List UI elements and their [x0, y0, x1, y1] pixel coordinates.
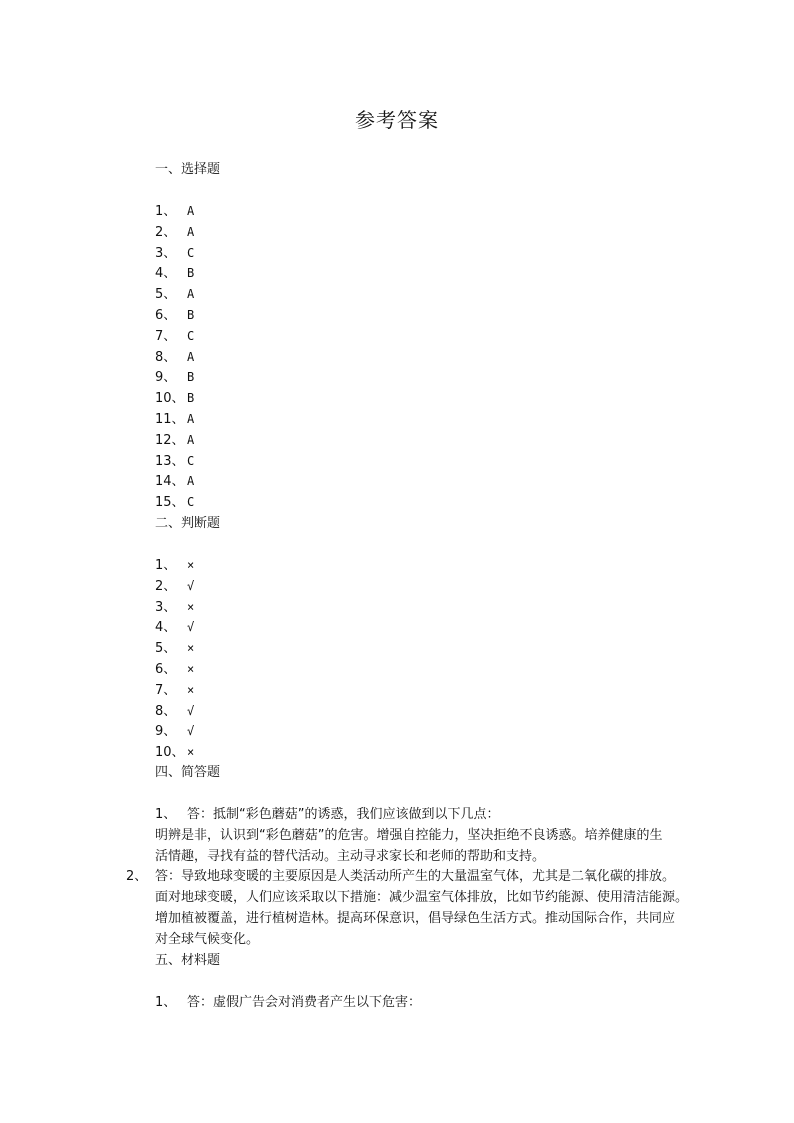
short-answer-1-number: 1、 — [155, 807, 177, 822]
judge-answer-number: 4、 — [155, 620, 177, 636]
choice-answer-row — [155, 243, 194, 264]
judge-answer-number: 8、 — [155, 703, 177, 719]
choice-answer-value: A — [187, 204, 195, 218]
choice-answer-number: 2、 — [155, 224, 177, 240]
judge-answer-row — [155, 597, 194, 618]
choice-answer-value: A — [187, 224, 195, 239]
judge-answer-value: × — [187, 641, 195, 656]
short-answer-1-line-3: 活情趣，寻找有益的替代活动。主动寻求家长和老师的帮助和支持。 — [155, 849, 546, 864]
judge-answer-value: × — [187, 682, 195, 697]
choice-answer-row — [155, 388, 194, 409]
judge-answer-number: 1、 — [155, 558, 177, 573]
choice-answer-number: 4、 — [155, 266, 177, 282]
choice-answer-number: 5、 — [155, 287, 177, 303]
judge-answer-number: 6、 — [155, 662, 177, 677]
choice-answer-number: 13、 — [155, 453, 185, 469]
judge-answer-row — [155, 680, 194, 701]
judge-answer-number: 3、 — [155, 599, 177, 615]
choice-answer-number: 9、 — [155, 370, 177, 386]
choice-answer-number: 6、 — [155, 308, 177, 323]
choice-answer-number: 12、 — [155, 432, 185, 448]
judge-answer-row — [155, 638, 194, 659]
choice-answer-number: 7、 — [155, 328, 177, 344]
choice-answer-row — [155, 367, 194, 388]
judge-answer-row — [155, 576, 194, 597]
short-answer-2-line-2: 面对地球变暖，人们应该采取以下措施：减少温室气体排放，比如节约能源、使用清洁能源。 — [155, 890, 689, 905]
judge-answer-row — [155, 617, 194, 638]
judge-answer-number: 7、 — [155, 682, 177, 698]
choice-answer-row — [155, 471, 194, 492]
material-answer-1-first-line — [155, 992, 421, 1013]
choice-answer-row — [155, 492, 194, 513]
short-answer-1-first-line — [155, 804, 499, 825]
judge-answer-row — [155, 721, 194, 742]
choice-answer-row — [155, 451, 194, 472]
section-heading-choice: 一、选择题 — [155, 162, 221, 177]
short-answer-2-line-3: 增加植被覆盖，进行植树造林。提高环保意识，倡导绿色生活方式。推动国际合作，共同应 — [155, 911, 676, 926]
choice-answer-number: 3、 — [155, 245, 177, 261]
judge-answer-value: √ — [187, 703, 195, 718]
short-answer-2-line-4: 对全球气候变化。 — [155, 932, 260, 947]
choice-answer-row — [155, 263, 194, 284]
judge-answer-value: √ — [187, 724, 195, 739]
judge-answer-row — [155, 659, 194, 680]
choice-answer-number: 14、 — [155, 474, 185, 490]
choice-answer-number: 8、 — [155, 349, 177, 365]
judge-answer-value: × — [187, 745, 195, 760]
judge-answer-row — [155, 742, 194, 763]
short-answer-2-first-line — [126, 866, 675, 887]
short-answer-2-number: 2、 — [126, 869, 148, 884]
choice-answer-number: 10、 — [155, 391, 185, 407]
page-title: 参考答案 — [355, 108, 439, 132]
choice-answer-value: A — [187, 412, 195, 426]
choice-answer-row — [155, 201, 194, 222]
choice-answer-row — [155, 284, 194, 305]
judge-answer-number: 5、 — [155, 641, 177, 657]
judge-answer-value: × — [187, 558, 195, 572]
choice-answer-row — [155, 409, 194, 430]
choice-answer-row — [155, 326, 194, 347]
choice-answer-row — [155, 305, 194, 326]
choice-answer-value: B — [187, 266, 195, 281]
choice-answer-value: C — [187, 495, 195, 510]
short-answer-1-line-2: 明辨是非，认识到“彩色蘑菇”的危害。增强自控能力，坚决拒绝不良诱惑。培养健康的生 — [155, 828, 663, 843]
choice-answer-value: B — [187, 391, 195, 406]
choice-answer-value: A — [187, 432, 195, 447]
choice-answer-number: 1、 — [155, 204, 177, 219]
choice-answer-value: A — [187, 287, 195, 302]
choice-answer-value: A — [187, 349, 195, 364]
choice-answer-row — [155, 222, 194, 243]
choice-answer-row — [155, 347, 194, 368]
judge-answer-value: √ — [187, 620, 195, 635]
judge-answer-value: × — [187, 662, 195, 676]
choice-answer-value: C — [187, 453, 195, 468]
judge-answer-row — [155, 701, 194, 722]
judge-answer-value: √ — [187, 578, 195, 593]
material-answer-1-number: 1、 — [155, 995, 177, 1010]
judge-answer-number: 10、 — [155, 745, 185, 761]
material-answer-1-text: 答：虚假广告会对消费者产生以下危害： — [187, 995, 422, 1010]
section-heading-short: 四、简答题 — [155, 765, 221, 780]
choice-answer-number: 15、 — [155, 495, 185, 511]
choice-answer-value: B — [187, 370, 195, 385]
choice-answer-value: C — [187, 245, 195, 260]
judge-answer-number: 2、 — [155, 578, 177, 594]
section-heading-material: 五、材料题 — [155, 953, 221, 968]
choice-answer-value: B — [187, 308, 195, 322]
short-answer-1-text: 答：抵制“彩色蘑菇”的诱惑，我们应该做到以下几点： — [187, 807, 500, 822]
choice-answer-row — [155, 430, 194, 451]
judge-answer-value: × — [187, 599, 195, 614]
choice-answer-value: A — [187, 474, 195, 489]
judge-answer-row — [155, 555, 194, 576]
judge-answer-number: 9、 — [155, 724, 177, 740]
section-heading-judge: 二、判断题 — [155, 516, 221, 531]
choice-answer-number: 11、 — [155, 412, 185, 427]
choice-answer-value: C — [187, 328, 195, 343]
short-answer-2-text: 答：导致地球变暖的主要原因是人类活动所产生的大量温室气体，尤其是二氧化碳的排放。 — [155, 869, 676, 884]
